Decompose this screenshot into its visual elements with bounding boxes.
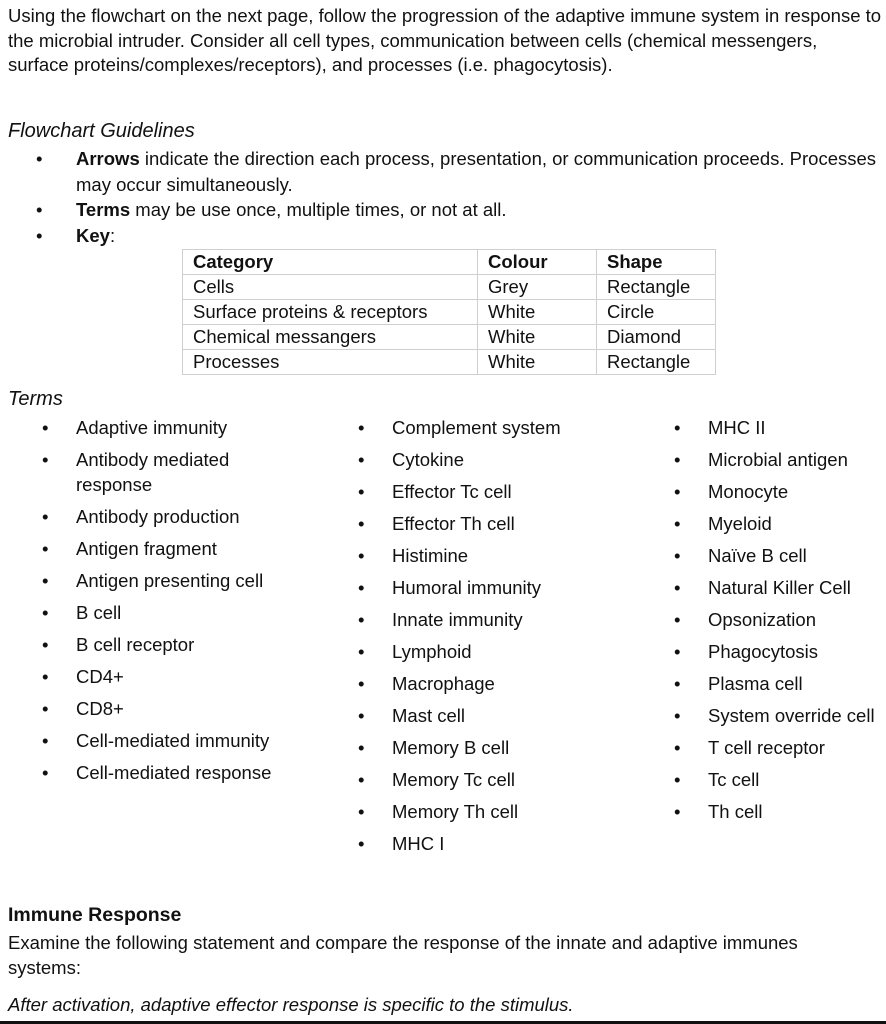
term-item: • Myeloid xyxy=(674,513,772,534)
term-item: • B cell receptor xyxy=(42,634,195,655)
key-table-header: Category Colour Shape xyxy=(183,250,716,275)
term-item: • Adaptive immunity xyxy=(42,417,228,438)
term-item: • CD8+ xyxy=(42,698,124,719)
guideline-item: • Terms may be use once, multiple times, or not at all. xyxy=(36,199,507,220)
term-item: • Microbial antigen xyxy=(674,449,848,470)
term-item: • Natural Killer Cell xyxy=(674,577,851,598)
term-item: • Histimine xyxy=(358,545,469,566)
term-item: • Cytokine xyxy=(358,449,464,470)
intro-paragraph: Using the flowchart on the next page, follow the progression of the adaptive immune system in response to the microbial intruder. Consider all cell types, communication between cells (chemical messengers, surface proteins/complexes/receptors), and processes (i.e. phagocytosis). xyxy=(8,5,882,75)
term-item: • B cell xyxy=(42,602,122,623)
key-table xyxy=(182,249,716,375)
term-item: • Monocyte xyxy=(674,481,789,502)
term-item: • Humoral immunity xyxy=(358,577,542,598)
guidelines-heading: Flowchart Guidelines xyxy=(8,120,195,142)
term-item: • Antigen fragment xyxy=(42,538,217,559)
term-item: • Effector Tc cell xyxy=(358,481,512,502)
term-item: • Macrophage xyxy=(358,673,495,694)
term-item: • Mast cell xyxy=(358,705,465,726)
key-table-row: Surface proteins & receptors White Circle xyxy=(183,300,716,325)
term-item: • Antibody mediated response xyxy=(42,449,230,495)
key-table-row: Chemical messangers White Diamond xyxy=(183,325,716,350)
immune-response-statement: After activation, adaptive effector response is specific to the stimulus. xyxy=(8,994,574,1015)
key-table-row: Processes White Rectangle xyxy=(183,350,716,375)
term-item: • Antibody production xyxy=(42,506,240,527)
term-item: • Antigen presenting cell xyxy=(42,570,264,591)
guidelines-list xyxy=(24,146,884,248)
term-item: • Tc cell xyxy=(674,769,760,790)
immune-response-text: Examine the following statement and compare the response of the innate and adaptive immunes systems: xyxy=(8,932,798,978)
term-item: • Memory Tc cell xyxy=(358,769,516,790)
term-item: • Cell-mediated immunity xyxy=(42,730,270,751)
term-item: • Phagocytosis xyxy=(674,641,819,662)
term-item: • Effector Th cell xyxy=(358,513,515,534)
guideline-item: • Arrows indicate the direction each process, presentation, or communication proceeds. Processes may occur simultaneously. xyxy=(36,148,877,195)
term-item: • Memory B cell xyxy=(358,737,510,758)
key-table-row: Cells Grey Rectangle xyxy=(183,275,716,300)
term-item: • Th cell xyxy=(674,801,763,822)
term-item: • Plasma cell xyxy=(674,673,803,694)
terms-column-3 xyxy=(674,415,879,831)
term-item: • Cell-mediated response xyxy=(42,762,272,783)
term-item: • MHC II xyxy=(674,417,766,438)
immune-response-heading: Immune Response xyxy=(8,904,182,926)
terms-column-2 xyxy=(358,415,608,863)
term-item: • CD4+ xyxy=(42,666,124,687)
term-item: • Memory Th cell xyxy=(358,801,519,822)
term-item: • System override cell xyxy=(674,705,875,726)
term-item: • Innate immunity xyxy=(358,609,523,630)
term-item: • Lymphoid xyxy=(358,641,472,662)
terms-column-1 xyxy=(42,415,292,792)
terms-heading: Terms xyxy=(8,388,63,410)
guideline-item: • Key: xyxy=(36,224,116,246)
term-item: • Naïve B cell xyxy=(674,545,807,566)
term-item: • Complement system xyxy=(358,417,561,438)
term-item: • Opsonization xyxy=(674,609,816,630)
term-item: • MHC I xyxy=(358,833,445,854)
term-item: • T cell receptor xyxy=(674,737,825,758)
